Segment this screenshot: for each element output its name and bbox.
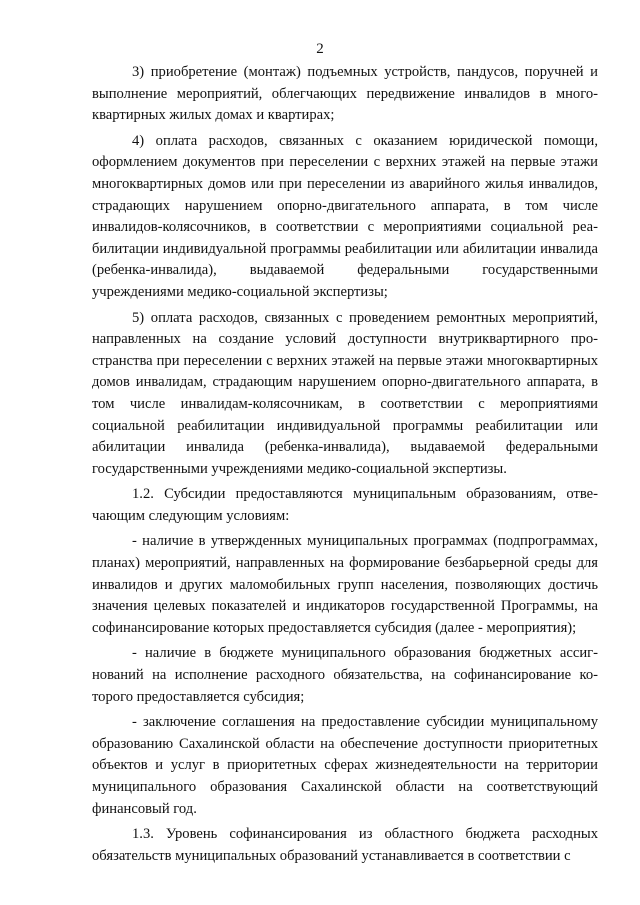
paragraph-item-4: 4) оплата расходов, связанных с оказанием юридической помощи, оформлением документов при переселении с верхних этажей на первые этажи многоквартирных домов или при переселении из аварийного жилья инвалидов, страдающих нарушением опорно-двигательного аппарата, в том числе инвалидов-колясочников, в соответствии с мероприятиями социальной реабилитации индивидуальной программы реабилитации или абилитации инвалида (ребенка-инвалида), выдаваемой федеральными государственными учреждениями медико-социальной экспертизы; <box>92 132 598 300</box>
paragraph-item-5: 5) оплата расходов, связанных с проведением ремонтных мероприятий, направленных на создание условий доступности внутриквартирного пространства при переселении с верхних этажей на первые этажи многоквартирных домов инвалидам, страдающим нарушением опорно-двигательного аппарата, в том числе инвалидам-колясочникам, в соответствии с мероприятиями социальной реабилитации индивидуальной программы реабилитации или абилитации инвалида (ребенка-инвалида), выдаваемой федеральными государственными учреждениями медико-социальной экспертизы. <box>92 309 598 477</box>
paragraph-1-2: 1.2. Субсидии предоставляются муниципальным образованиям, отвечающим следующим условиям: <box>92 486 598 524</box>
paragraph-1-3: 1.3. Уровень софинансирования из областного бюджета расходных обязательств муниципальных образований устанавливается в соответствии с <box>92 826 598 864</box>
condition-programs: - наличие в утвержденных муниципальных программах (подпрограммах, планах) мероприятий, направленных на формирование безбарьерной среды для инвалидов и других маломобильных групп населения, позволяющих достичь значения целевых показателей и индикаторов государственной Программы, на софинансирование которых предоставляется субсидия (далее - мероприятия); <box>92 533 598 636</box>
page-number: 2 <box>316 41 324 57</box>
paragraph-item-3: 3) приобретение (монтаж) подъемных устройств, пандусов, поручней и выполнение мероприятий, облегчающих передвижение инвалидов в многоквартирных жилых домах и квартирах; <box>92 64 598 124</box>
condition-agreement: - заключение соглашения на предоставление субсидии муниципальному образованию Сахалинской области на обеспечение доступности приоритетных объектов и услуг в приоритетных сферах жизнедеятельности на территории муниципального образования Сахалинской области на соответствующий финансовый год. <box>92 714 598 817</box>
condition-budget: - наличие в бюджете муниципального образования бюджетных ассигнований на исполнение расходного обязательства, на софинансирование которого предоставляется субсидия; <box>92 645 598 705</box>
document-body <box>92 62 598 871</box>
